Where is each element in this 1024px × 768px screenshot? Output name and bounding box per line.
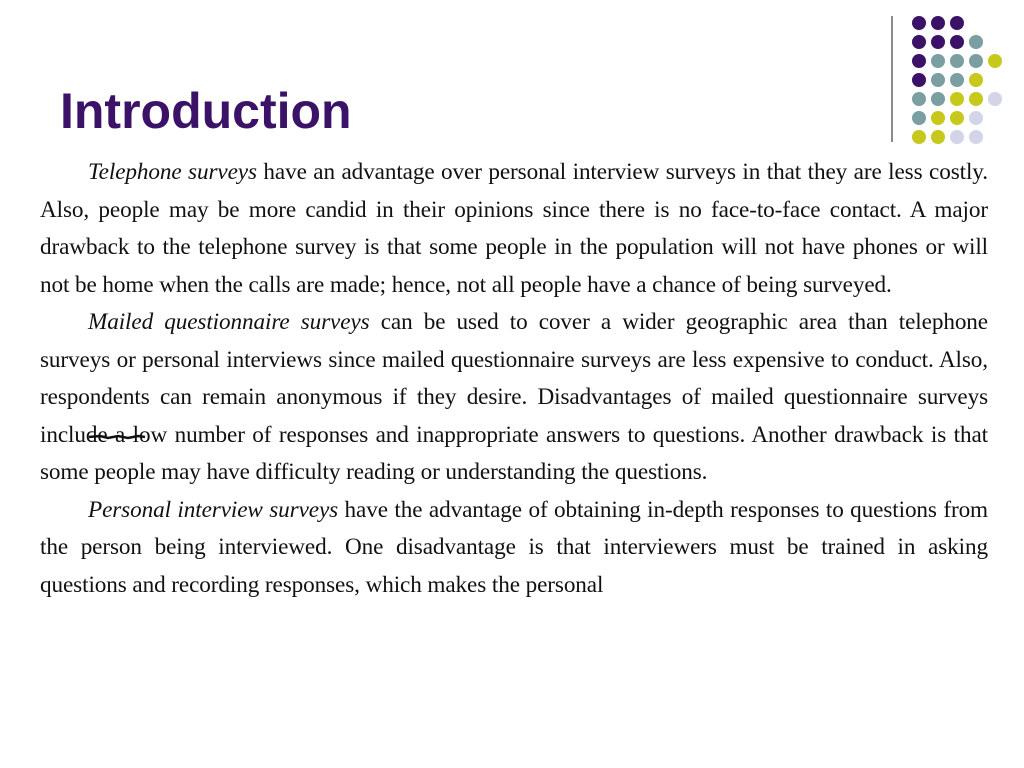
decorative-dot <box>969 130 983 144</box>
decorative-dot <box>969 35 983 49</box>
decorative-dot <box>950 92 964 106</box>
decorative-dot <box>912 16 926 30</box>
decorative-dot <box>912 73 926 87</box>
paragraph-personal-interview-surveys <box>40 492 988 605</box>
decorative-dot <box>931 16 945 30</box>
slide-title: Introduction <box>60 83 352 139</box>
term-telephone-surveys: Telephone surveys <box>88 159 257 185</box>
decorative-dot <box>950 35 964 49</box>
decorative-dot <box>931 54 945 68</box>
paragraph-body: have an advantage over personal interview surveys in that they are less costly. Also, people may be more candid in their opinions since there is no face-to-face contact. A major drawback to the telephone survey is that some people in the population will not have phones or will not be home when the calls are made; hence, not all people have a chance of being surveyed. <box>40 159 988 298</box>
decorative-dot <box>950 130 964 144</box>
decorative-dot <box>969 54 983 68</box>
decorative-dot <box>969 92 983 106</box>
decorative-dot <box>931 73 945 87</box>
decorative-dot <box>950 73 964 87</box>
term-mailed-questionnaire-surveys: Mailed questionnaire surveys <box>88 309 370 335</box>
decorative-dot <box>988 92 1002 106</box>
decorative-dot <box>912 111 926 125</box>
term-personal-interview-surveys: Personal interview surveys <box>88 496 339 523</box>
paragraph-body: have the advantage of obtaining in-depth responses to questions from the person being interviewed. One disadvantage is that interviewers must be trained in asking questions and recording responses, which makes the personal <box>40 496 988 598</box>
decorative-dot <box>931 92 945 106</box>
paragraph-mailed-questionnaire-surveys <box>40 304 988 492</box>
decorative-dot <box>969 111 983 125</box>
title-divider-line <box>891 16 893 142</box>
decorative-dot <box>912 54 926 68</box>
decorative-dot <box>912 92 926 106</box>
decorative-dot <box>950 16 964 30</box>
decorative-dot <box>912 35 926 49</box>
decorative-dot <box>931 130 945 144</box>
decorative-dot <box>950 111 964 125</box>
paragraph-body: can be used to cover a wider geographic area than telephone surveys or personal interviews since mailed questionnaire surveys are less expensive to conduct. Also, respondents can remain anonymous if they desire. Disadvantages of mailed questionnaire surveys include a low number of responses and inappropriate answers to questions. Another drawback is that some people may have difficulty reading or understanding the questions. <box>40 309 988 485</box>
decorative-dot <box>931 111 945 125</box>
decorative-dot <box>950 54 964 68</box>
paragraph-telephone-surveys <box>40 154 988 304</box>
decorative-dot <box>969 73 983 87</box>
decorative-dot <box>931 35 945 49</box>
decorative-dot <box>988 54 1002 68</box>
scanned-textbook-excerpt <box>40 154 988 604</box>
decorative-dot <box>912 130 926 144</box>
